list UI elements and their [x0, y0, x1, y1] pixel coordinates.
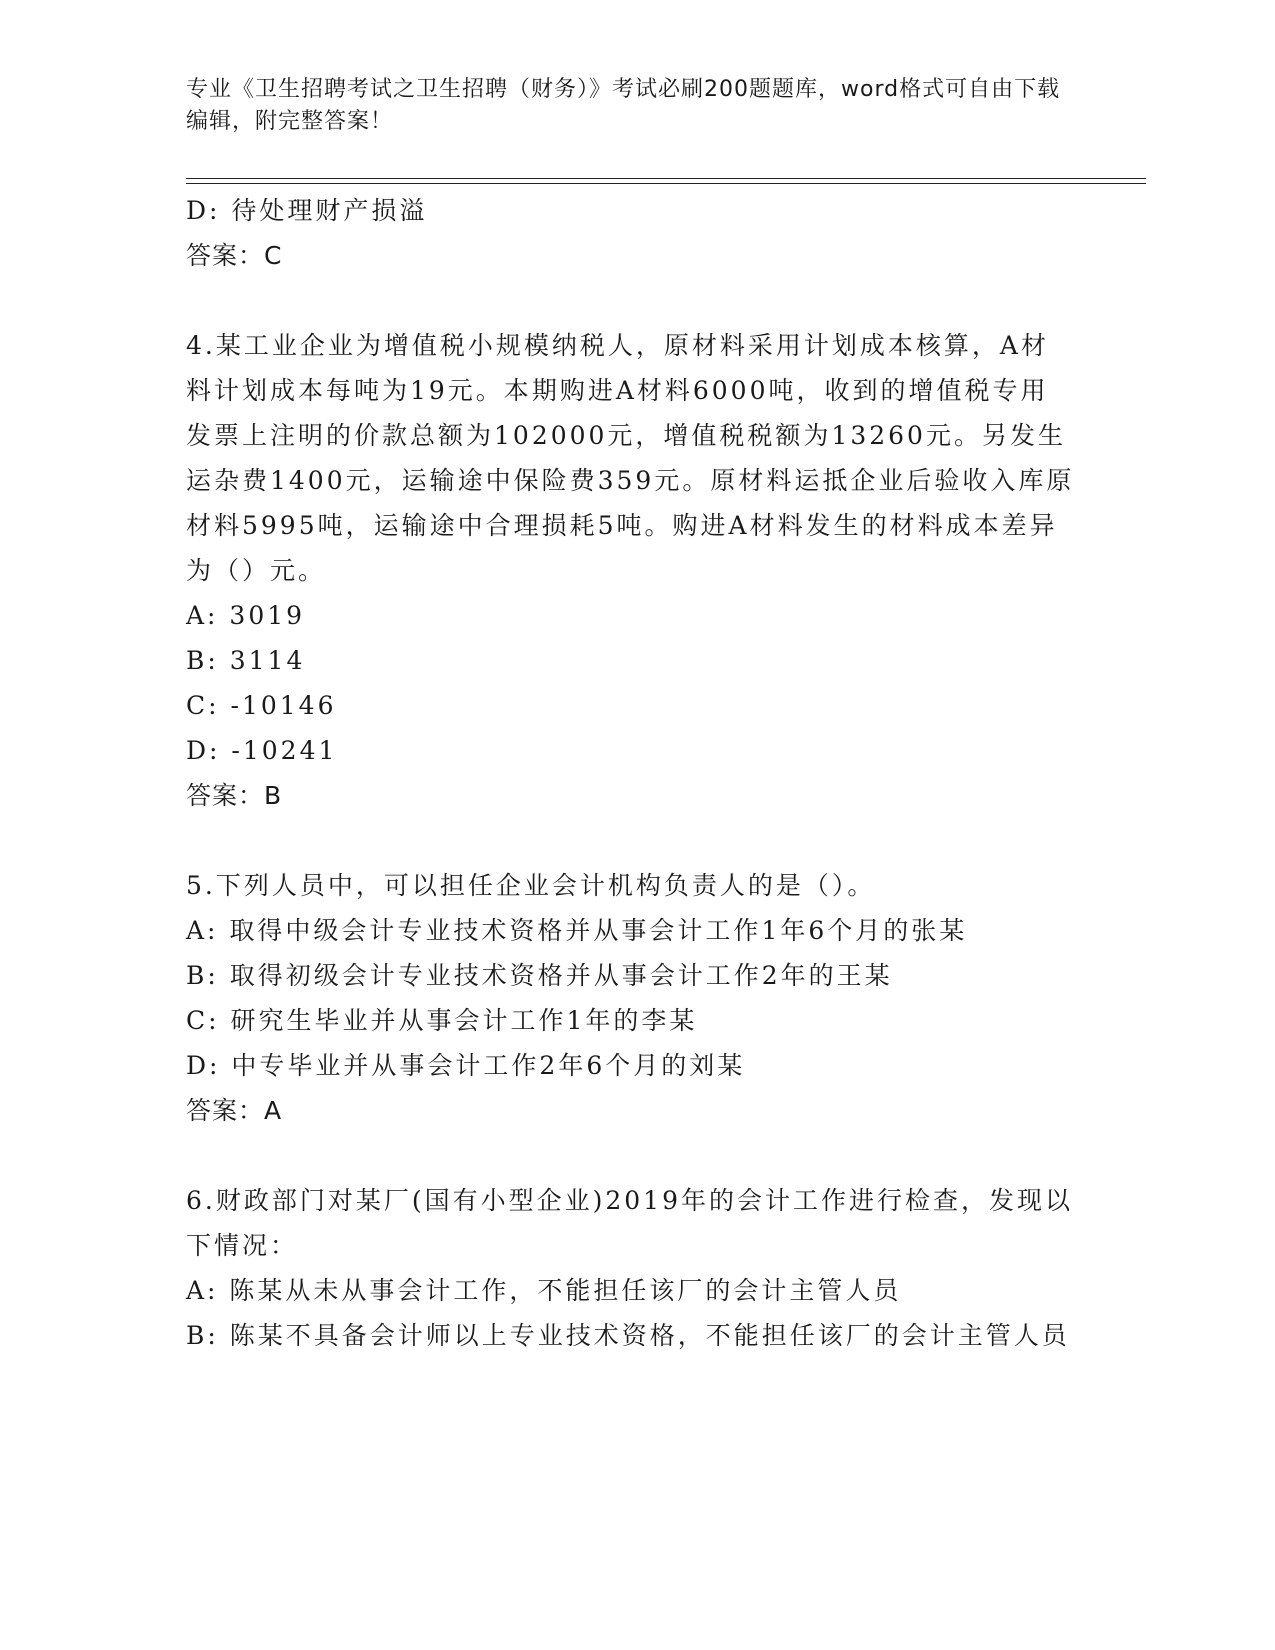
- q3-option-d: D: 待处理财产损溢: [186, 196, 428, 225]
- q6-option-b: B: 陈某不具备会计师以上专业技术资格，不能担任该厂的会计主管人员: [186, 1321, 1070, 1350]
- q4-option-a: A: 3019: [186, 601, 306, 630]
- q4-answer: 答案：B: [186, 781, 283, 810]
- q5-option-b: B: 取得初级会计专业技术资格并从事会计工作2年的王某: [186, 961, 893, 990]
- spacer: [186, 278, 1076, 323]
- header-rule-top: [186, 178, 1146, 179]
- spacer: [186, 818, 1076, 863]
- q6-option-a: A: 陈某从未从事会计工作，不能担任该厂的会计主管人员: [186, 1276, 902, 1305]
- question-content: [186, 188, 1076, 1358]
- q5-option-a: A: 取得中级会计专业技术资格并从事会计工作1年6个月的张某: [186, 916, 968, 945]
- q5-stem: 5.下列人员中，可以担任企业会计机构负责人的是（）。: [186, 871, 876, 900]
- header-rule-bottom: [186, 183, 1146, 184]
- q4-option-c: C: -10146: [186, 691, 337, 720]
- q4-stem: 4.某工业企业为增值税小规模纳税人，原材料采用计划成本核算，A材料计划成本每吨为19元。本期购进A材料6000吨，收到的增值税专用发票上注明的价款总额为102000元，增值税税额为13260元。另发生运杂费1400元，运输途中保险费359元。原材料运抵企业后验收入库原材料5995吨，运输途中合理损耗5吨。购进A材料发生的材料成本差异为（）元。: [186, 331, 1075, 585]
- q6-stem: 6.财政部门对某厂(国有小型企业)2019年的会计工作进行检查，发现以下情况：: [186, 1186, 1073, 1260]
- page-header: 专业《卫生招聘考试之卫生招聘（财务）》考试必刷200题题库，word格式可自由下载编辑，附完整答案！: [186, 77, 1061, 134]
- q4-option-b: B: 3114: [186, 646, 306, 675]
- spacer: [186, 1133, 1076, 1178]
- q5-option-d: D: 中专毕业并从事会计工作2年6个月的刘某: [186, 1051, 746, 1080]
- q4-option-d: D: -10241: [186, 736, 338, 765]
- q5-answer: 答案：A: [186, 1096, 283, 1125]
- q3-answer: 答案：C: [186, 241, 283, 270]
- q5-option-c: C: 研究生毕业并从事会计工作1年的李某: [186, 1006, 698, 1035]
